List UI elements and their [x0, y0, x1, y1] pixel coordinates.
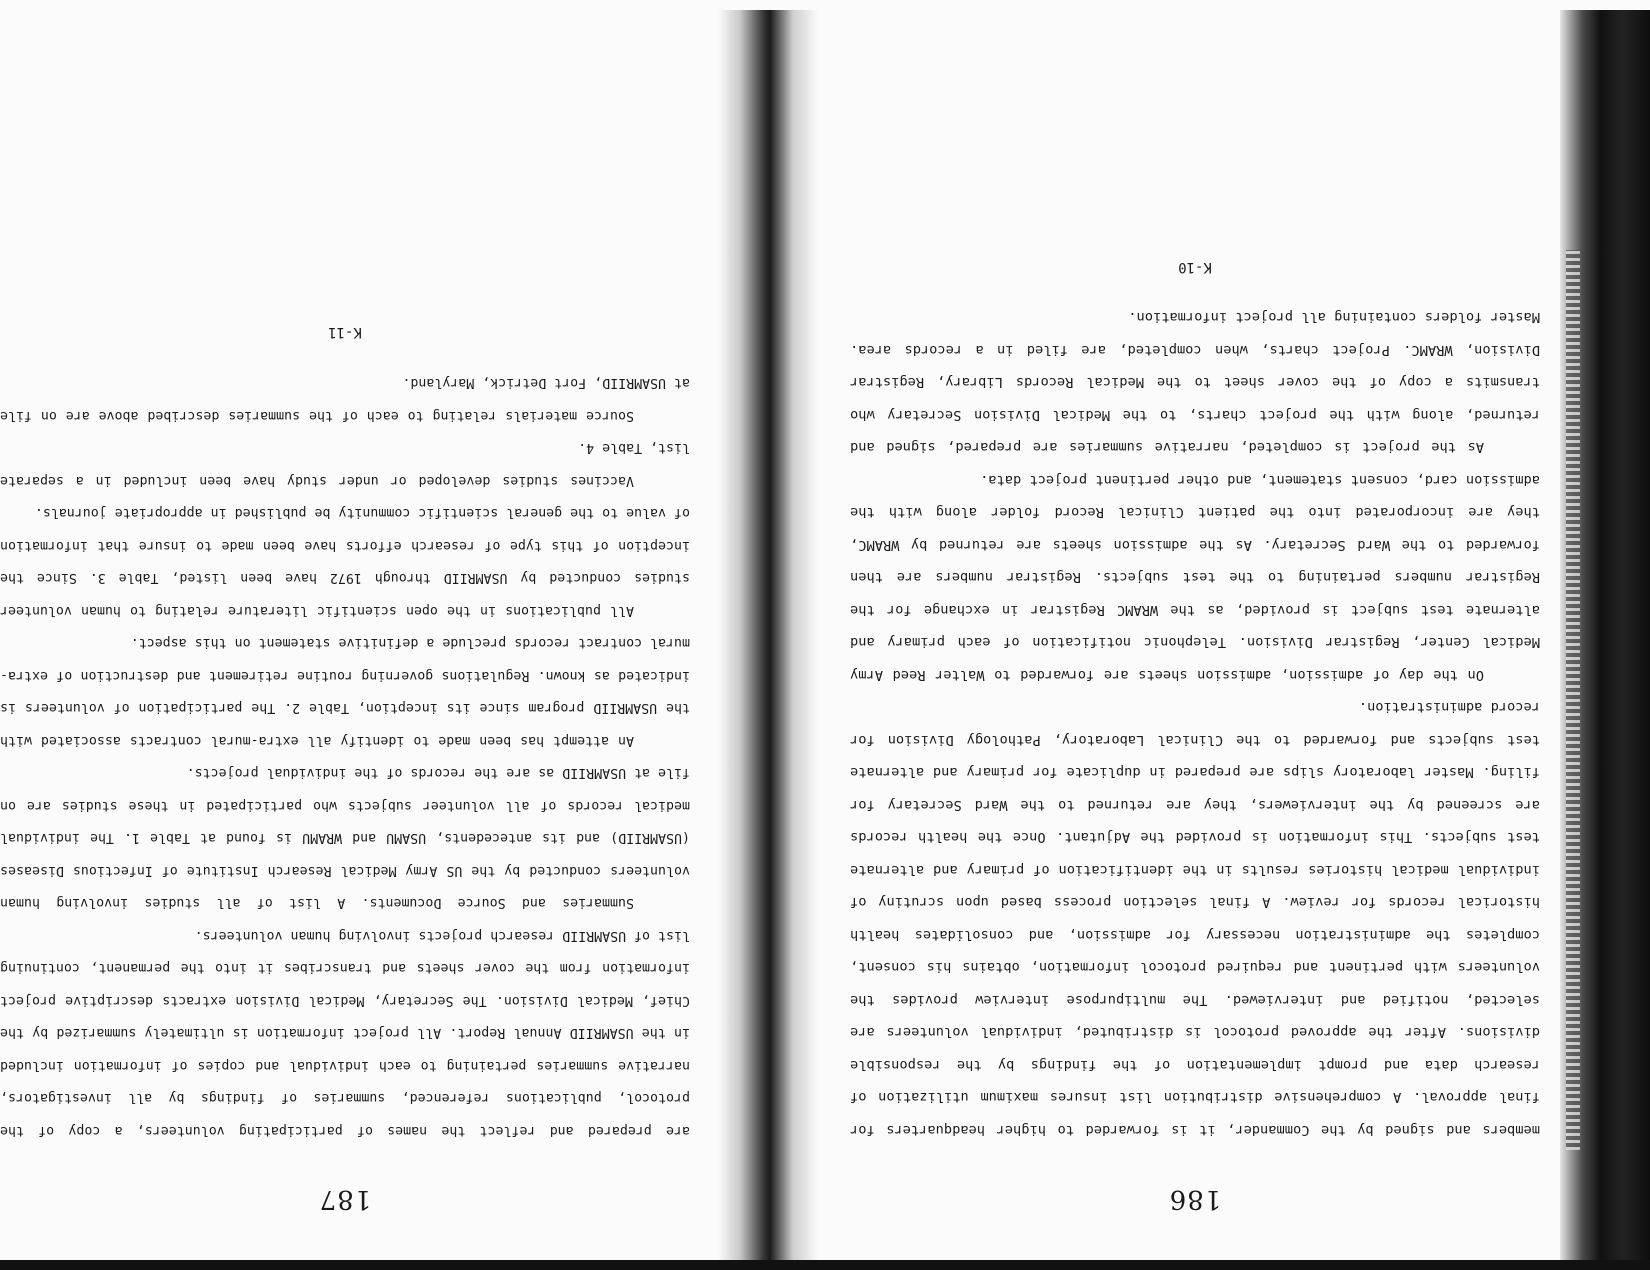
page-187: [0, 324, 690, 1230]
paragraph: All publications in the open scientific literature relating to human volunteer studies conducted by USAMRIID through 1972 have been listed, Table 3. Since the inception of this type of research efforts have been made to insure that information of value to the general scientific community be published in appropriate journals.: [0, 505, 690, 618]
page-body: [850, 301, 1540, 1146]
scanner-bottom-edge: [0, 1260, 1650, 1270]
paragraph: Source materials relating to each of the summaries described above are on file at USAMRIID, Fort Detrick, Maryland.: [0, 375, 690, 423]
binding-stripe: [1566, 250, 1580, 1150]
center-gutter-shadow: [718, 10, 818, 1270]
page-footer-label: K-10: [1178, 259, 1212, 275]
paragraph: Summaries and Source Documents. A list of all studies involving human volunteers conducted by the US Army Medical Research Institute of Infectious Diseases (USAMRIID) and its antecedents, USAMU and WRAMU is found at Table 1. The individual medical records of all volunteer subjects who participated in these studies are on file at USAMRIID as are the records of the individual projects.: [0, 765, 690, 911]
paragraph: An attempt has been made to identify all extra-mural contracts associated with the USAMRIID program since its inception, Table 2. The participation of volunteers is indicated as known. Regulations governing routine retirement and destruction of extra-mural contract records preclude a definitive statement on this aspect.: [0, 635, 690, 748]
paragraph: On the day of admission, admission sheets are forwarded to Walter Reed Army Medical Center, Registrar Division. Telephonic notification of each primary and alternate test subject is provided, as the WRAMC Registrar in exchange for the Registrar numbers pertaining to the test subjects. Registrar numbers are then forwarded to the Ward Secretary. As the admission sheets are returned by WRAMC, they are incorporated into the patient Clinical Record folder along with the admission card, consent statement, and other pertinent project data.: [850, 472, 1540, 683]
paragraph: Vaccines studies developed or under study have been included in a separate list, Table 4.: [0, 440, 690, 488]
page-number: 187: [318, 1184, 372, 1214]
paragraph: As the project is completed, narrative summaries are prepared, signed and returned, along with the project charts, to the Medical Division Secretary who transmits a copy of the cover sheet to the Medical Records Library, Registrar Division, WRAMC. Project charts, when completed, are filed in a records area. Master folders containing all project information.: [850, 309, 1540, 456]
page-number: 186: [1168, 1184, 1222, 1214]
paragraph: members and signed by the Commander, it is forwarded to higher headquarters for final approval. A comprehensive distribution list insures maximum utilization of research data and prompt implementation of the findings by the responsible divisions. After the approved protocol is distributed, individual volunteers are selected, notified and interviewed. The multipurpose interview provides the volunteers with pertinent and required protocol information, obtains his consent, completes the administration necessary for admission, and consolidates health historical records for review. A final selection process based upon scrutiny of individual medical histories results in the identification of primary and alternate test subjects. This information is provided the Adjutant. Once the health records are screened by the interviewers, they are returned to the Ward Secretary for filing. Master laboratory slips are prepared in duplicate for primary and alternate test subjects and forwarded to the Clinical Laboratory, Pathology Division for record administration.: [850, 699, 1540, 1138]
page-body: [0, 366, 690, 1146]
page-footer-label: K-11: [328, 324, 362, 340]
paragraph: are prepared and reflect the names of participating volunteers, a copy of the protocol, publications referenced, summaries of findings by all investigators, narrative summaries pertaining to each individual and copies of information included in the USAMRIID Annual Report. All project information is ultimately summarized by the Chief, Medical Division. The Secretary, Medical Division extracts descriptive project information from the cover sheets and transcribes it into the permanent, continuing list of USAMRIID research projects involving human volunteers.: [0, 928, 690, 1138]
page-186: [850, 259, 1540, 1230]
